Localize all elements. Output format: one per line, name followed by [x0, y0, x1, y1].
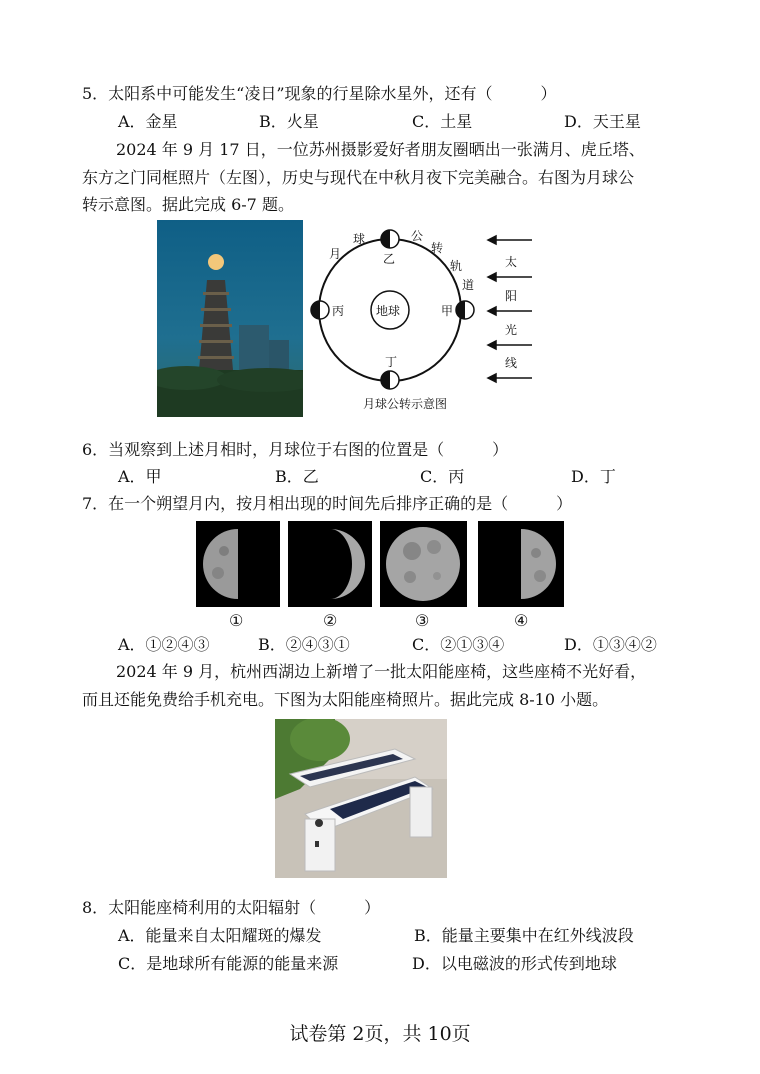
- full-moon-icon: [208, 254, 224, 270]
- q6-stem: 6．当观察到上述月相时，月球位于右图的位置是（ ）: [82, 440, 509, 459]
- moon-phase-photo-3: [380, 521, 467, 607]
- sunlight-label-char-1: 太: [505, 255, 518, 269]
- orbit-label-char-1: 月: [329, 247, 342, 261]
- orbit-label-char-5: 轨: [450, 259, 463, 273]
- moon-photo-label-4: ④: [514, 611, 529, 630]
- q7-option-b: B．②④③①: [258, 635, 350, 654]
- q5-option-a: A．金星: [118, 112, 178, 131]
- moon-icon: [486, 529, 556, 599]
- position-label-bing: 丙: [332, 304, 345, 318]
- position-label-yi: 乙: [383, 252, 396, 266]
- moon-photo-label-3: ③: [415, 611, 430, 630]
- solar-bench-photo: [275, 719, 447, 878]
- moon-icon: [203, 529, 273, 599]
- q8-stem: 8．太阳能座椅利用的太阳辐射（ ）: [82, 898, 381, 917]
- q8-option-b: B．能量主要集中在红外线波段: [414, 926, 634, 945]
- passage1-line1: 2024 年 9 月 17 日，一位苏州摄影爱好者朋友圈晒出一张满月、虎丘塔、: [116, 140, 645, 159]
- moon-icon: [386, 527, 460, 601]
- position-label-jia: 甲: [441, 304, 454, 318]
- q8-option-d: D．以电磁波的形式传到地球: [412, 954, 617, 973]
- earth-label: 地球: [376, 304, 401, 318]
- q6-option-d: D．丁: [571, 467, 616, 486]
- q7-option-d: D．①③④②: [564, 635, 657, 654]
- sunlight-label-char-2: 阳: [505, 289, 518, 303]
- q5-option-b: B．火星: [259, 112, 319, 131]
- orbit-label-char-3: 公: [411, 229, 424, 243]
- q5-option-d: D．天王星: [564, 112, 641, 131]
- q6-option-c: C．丙: [420, 467, 465, 486]
- passage2-line1: 2024 年 9 月，杭州西湖边上新增了一批太阳能座椅，这些座椅不光好看，: [116, 662, 647, 681]
- position-label-ding: 丁: [385, 355, 398, 369]
- passage1-line3: 转示意图。据此完成 6-7 题。: [82, 195, 294, 214]
- q8-option-a: A．能量来自太阳耀斑的爆发: [118, 926, 322, 945]
- orbit-label-char-4: 转: [431, 241, 444, 255]
- lunar-orbit-diagram: [305, 220, 545, 415]
- moon-phase-photo-2: [288, 521, 372, 607]
- moon-phase-photo-1: [196, 521, 280, 607]
- moon-icon: [330, 529, 365, 599]
- page-footer: 试卷第 2页，共 10页: [289, 1023, 471, 1045]
- sunlight-label-char-4: 线: [505, 356, 518, 370]
- moon-phase-photo-4: [478, 521, 564, 607]
- pagoda-moon-photo: [157, 220, 303, 417]
- moon-photo-label-1: ①: [229, 611, 244, 630]
- orbit-label-char-2: 球: [353, 232, 366, 246]
- moon-position-jia-icon: [456, 301, 474, 319]
- q5-option-c: C．土星: [412, 112, 473, 131]
- q8-option-c: C．是地球所有能源的能量来源: [118, 954, 339, 973]
- q6-option-b: B．乙: [275, 467, 319, 486]
- passage2-line2: 而且还能免费给手机充电。下图为太阳能座椅照片。据此完成 8-10 小题。: [82, 690, 609, 709]
- moon-position-ding-icon: [381, 371, 399, 389]
- orbit-label-char-6: 道: [462, 278, 475, 292]
- q7-option-c: C．②①③④: [412, 635, 505, 654]
- moon-photo-label-2: ②: [323, 611, 338, 630]
- passage1-line2: 东方之门同框照片（左图），历史与现代在中秋月夜下完美融合。右图为月球公: [82, 168, 635, 187]
- moon-position-yi-icon: [381, 230, 399, 248]
- q7-stem: 7．在一个朔望月内，按月相出现的时间先后排序正确的是（ ）: [82, 494, 573, 513]
- q6-option-a: A．甲: [118, 467, 162, 486]
- orbit-diagram-caption: 月球公转示意图: [363, 397, 448, 411]
- q7-option-a: A．①②④③: [118, 635, 210, 654]
- sunlight-label-char-3: 光: [505, 323, 518, 337]
- moon-position-bing-icon: [311, 301, 329, 319]
- q5-stem: 5．太阳系中可能发生“凌日”现象的行星除水星外，还有（ ）: [82, 84, 557, 103]
